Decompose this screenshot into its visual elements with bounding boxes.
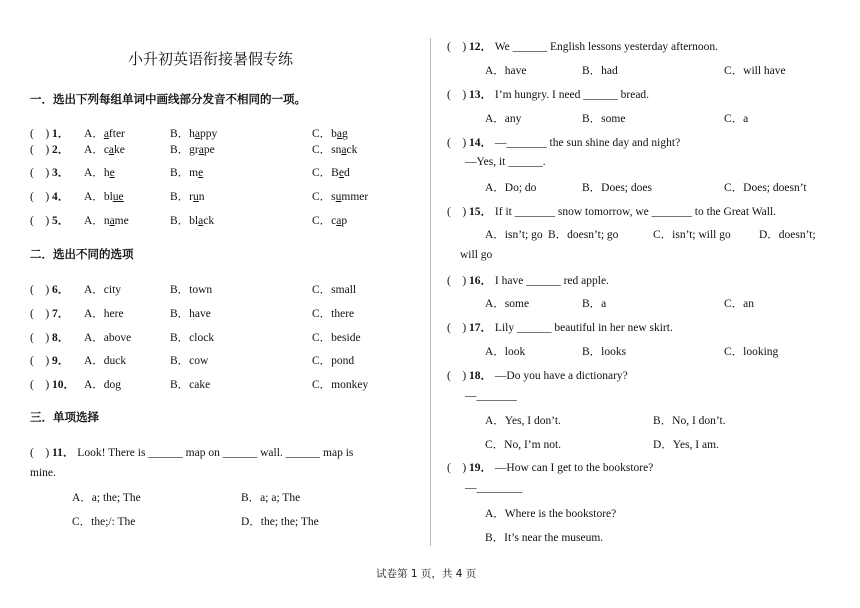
option-b[interactable]: B．town — [170, 284, 213, 296]
answer-paren[interactable]: ( ) — [447, 206, 467, 218]
answer-paren[interactable]: ( ) — [30, 332, 50, 344]
question-number: 12． — [469, 41, 493, 53]
question-number: 14． — [469, 137, 493, 149]
option-c[interactable]: C．pond — [312, 355, 355, 367]
option-b[interactable]: B．No, I don’t. — [653, 415, 726, 427]
option-a[interactable]: A．a; the; The — [72, 492, 141, 504]
question-text: Look! There is ______ map on ______ wall. ______ map is — [77, 447, 354, 459]
option-b[interactable]: B．clock — [170, 332, 215, 344]
question-text: I have ______ red apple. — [494, 275, 609, 287]
question-16 — [447, 272, 609, 288]
option-b[interactable]: B．have — [170, 308, 211, 320]
option-c[interactable]: C．snack — [312, 144, 358, 156]
question-head — [30, 125, 69, 141]
option-c[interactable]: C．Bed — [312, 167, 350, 179]
question-text: We ______ English lessons yesterday afternoon. — [494, 41, 718, 53]
option-c[interactable]: C．looking — [724, 346, 779, 358]
option-a[interactable]: A．look — [485, 346, 526, 358]
answer-paren[interactable]: ( ) — [30, 379, 50, 391]
question-number: 16． — [469, 275, 493, 287]
question-18 — [447, 367, 628, 383]
answer-paren[interactable]: ( ) — [30, 308, 50, 320]
option-b[interactable]: B．looks — [582, 346, 627, 358]
option-a[interactable]: A．above — [84, 332, 132, 344]
answer-paren[interactable]: ( ) — [447, 89, 467, 101]
question-number: 6． — [49, 284, 70, 296]
question-head — [30, 212, 69, 228]
option-d-continued: will go — [460, 249, 493, 261]
answer-paren[interactable]: ( ) — [447, 370, 467, 382]
question-number: 13． — [469, 89, 493, 101]
option-c[interactable]: C．will have — [724, 65, 786, 77]
option-c[interactable]: C．the;/: The — [72, 516, 136, 528]
option-a[interactable]: A．he — [84, 167, 115, 179]
question-11-continued: mine. — [30, 467, 56, 479]
option-b[interactable]: B．run — [170, 191, 205, 203]
answer-paren[interactable]: ( ) — [30, 447, 50, 459]
question-number: 5． — [49, 215, 70, 227]
question-text: —Do you have a dictionary? — [494, 370, 628, 382]
option-a[interactable]: A．Yes, I don’t. — [485, 415, 561, 427]
answer-paren[interactable]: ( ) — [30, 144, 50, 156]
answer-paren[interactable]: ( ) — [30, 167, 50, 179]
question-number: 7． — [49, 308, 70, 320]
option-c[interactable]: C．beside — [312, 332, 361, 344]
option-a[interactable]: A．dog — [84, 379, 122, 391]
question-15 — [447, 203, 776, 219]
answer-paren[interactable]: ( ) — [30, 284, 50, 296]
question-number: 18． — [469, 370, 493, 382]
section-1-heading: 一．选出下列每组单词中画线部分发音不相同的一项。 — [30, 92, 306, 106]
option-a[interactable]: A．name — [84, 215, 129, 227]
option-b[interactable]: B．doesn’t; go — [548, 229, 619, 241]
column-divider — [430, 38, 431, 546]
question-head — [30, 305, 69, 321]
question-head — [30, 281, 69, 297]
option-d[interactable]: D．Yes, I am. — [653, 439, 719, 451]
option-b[interactable]: B．grape — [170, 144, 215, 156]
option-c[interactable]: C．summer — [312, 191, 369, 203]
section-3-heading: 三．单项选择 — [30, 410, 99, 424]
answer-paren[interactable]: ( ) — [447, 137, 467, 149]
question-text: —_______ the sun shine day and night? — [494, 137, 681, 149]
answer-paren[interactable]: ( ) — [447, 462, 467, 474]
option-c[interactable]: C．an — [724, 298, 755, 310]
answer-paren[interactable]: ( ) — [30, 191, 50, 203]
question-number: 4． — [49, 191, 70, 203]
question-number: 15． — [469, 206, 493, 218]
option-a[interactable]: A．duck — [84, 355, 127, 367]
option-b[interactable]: B．a — [582, 298, 607, 310]
question-19 — [447, 459, 653, 475]
option-c[interactable]: C．Does; doesn’t — [724, 182, 807, 194]
section-2-heading: 二．选出不同的选项 — [30, 247, 134, 261]
answer-paren[interactable]: ( ) — [447, 322, 467, 334]
question-number: 19． — [469, 462, 493, 474]
question-14 — [447, 134, 680, 150]
option-a[interactable]: A．Where is the bookstore? — [485, 508, 617, 520]
option-a[interactable]: A．city — [84, 284, 122, 296]
option-c[interactable]: C．isn’t; will go — [653, 229, 731, 241]
option-a[interactable]: A．Do; do — [485, 182, 537, 194]
option-c[interactable]: C．No, I’m not. — [485, 439, 562, 451]
question-head — [30, 141, 69, 157]
option-a[interactable]: A．some — [485, 298, 530, 310]
question-text: —How can I get to the bookstore? — [494, 462, 654, 474]
answer-paren[interactable]: ( ) — [30, 128, 50, 140]
option-a[interactable]: A．after — [84, 128, 125, 140]
option-b[interactable]: B．It’s near the museum. — [485, 532, 604, 544]
question-number: 8． — [49, 332, 70, 344]
option-b[interactable]: B．a; a; The — [241, 492, 301, 504]
question-head — [30, 376, 75, 392]
option-b[interactable]: B．some — [582, 113, 626, 125]
page-footer: 试卷第 1 页，共 4 页 — [376, 568, 477, 580]
question-head — [30, 352, 69, 368]
question-text: Lily ______ beautiful in her new skirt. — [494, 322, 673, 334]
question-14-reply: —Yes, it ______. — [465, 156, 546, 168]
option-a[interactable]: A．have — [485, 65, 527, 77]
answer-paren[interactable]: ( ) — [447, 41, 467, 53]
option-b[interactable]: B．cow — [170, 355, 209, 367]
option-b[interactable]: B．had — [582, 65, 618, 77]
option-a[interactable]: A．cake — [84, 144, 125, 156]
question-number: 11． — [52, 447, 75, 459]
question-number: 17． — [469, 322, 493, 334]
question-12 — [447, 38, 718, 54]
question-13 — [447, 86, 649, 102]
question-number: 3． — [49, 167, 70, 179]
option-c[interactable]: C．monkey — [312, 379, 369, 391]
option-c[interactable]: C．a — [724, 113, 749, 125]
option-b[interactable]: B．me — [170, 167, 204, 179]
option-b[interactable]: B．cake — [170, 379, 211, 391]
question-number: 1． — [49, 128, 70, 140]
question-18-reply: —_______ — [465, 390, 517, 402]
option-c[interactable]: C．bag — [312, 128, 348, 140]
option-a[interactable]: A．isn’t; go — [485, 229, 543, 241]
answer-paren[interactable]: ( ) — [447, 275, 467, 287]
question-head — [30, 188, 69, 204]
question-head — [30, 164, 69, 180]
question-text: I’m hungry. I need ______ bread. — [494, 89, 650, 101]
question-11 — [30, 444, 353, 460]
page-title: 小升初英语衔接暑假专练 — [128, 50, 294, 68]
answer-paren[interactable]: ( ) — [30, 355, 50, 367]
option-d[interactable]: D．doesn’t; — [759, 229, 816, 241]
option-b[interactable]: B．black — [170, 215, 215, 227]
question-number: 9． — [49, 355, 70, 367]
question-text: If it _______ snow tomorrow, we _______ to the Great Wall. — [494, 206, 777, 218]
option-b[interactable]: B．happy — [170, 128, 218, 140]
option-c[interactable]: C．small — [312, 284, 357, 296]
option-a[interactable]: A．here — [84, 308, 124, 320]
question-19-reply: —________ — [465, 482, 523, 494]
option-d[interactable]: D．the; the; The — [241, 516, 319, 528]
question-number: 2． — [49, 144, 70, 156]
option-b[interactable]: B．Does; does — [582, 182, 652, 194]
question-number: 10． — [49, 379, 76, 391]
question-17 — [447, 319, 673, 335]
option-c[interactable]: C．there — [312, 308, 355, 320]
option-c[interactable]: C．cap — [312, 215, 348, 227]
option-a[interactable]: A．any — [485, 113, 522, 125]
question-head — [30, 329, 69, 345]
option-a[interactable]: A．blue — [84, 191, 124, 203]
answer-paren[interactable]: ( ) — [30, 215, 50, 227]
